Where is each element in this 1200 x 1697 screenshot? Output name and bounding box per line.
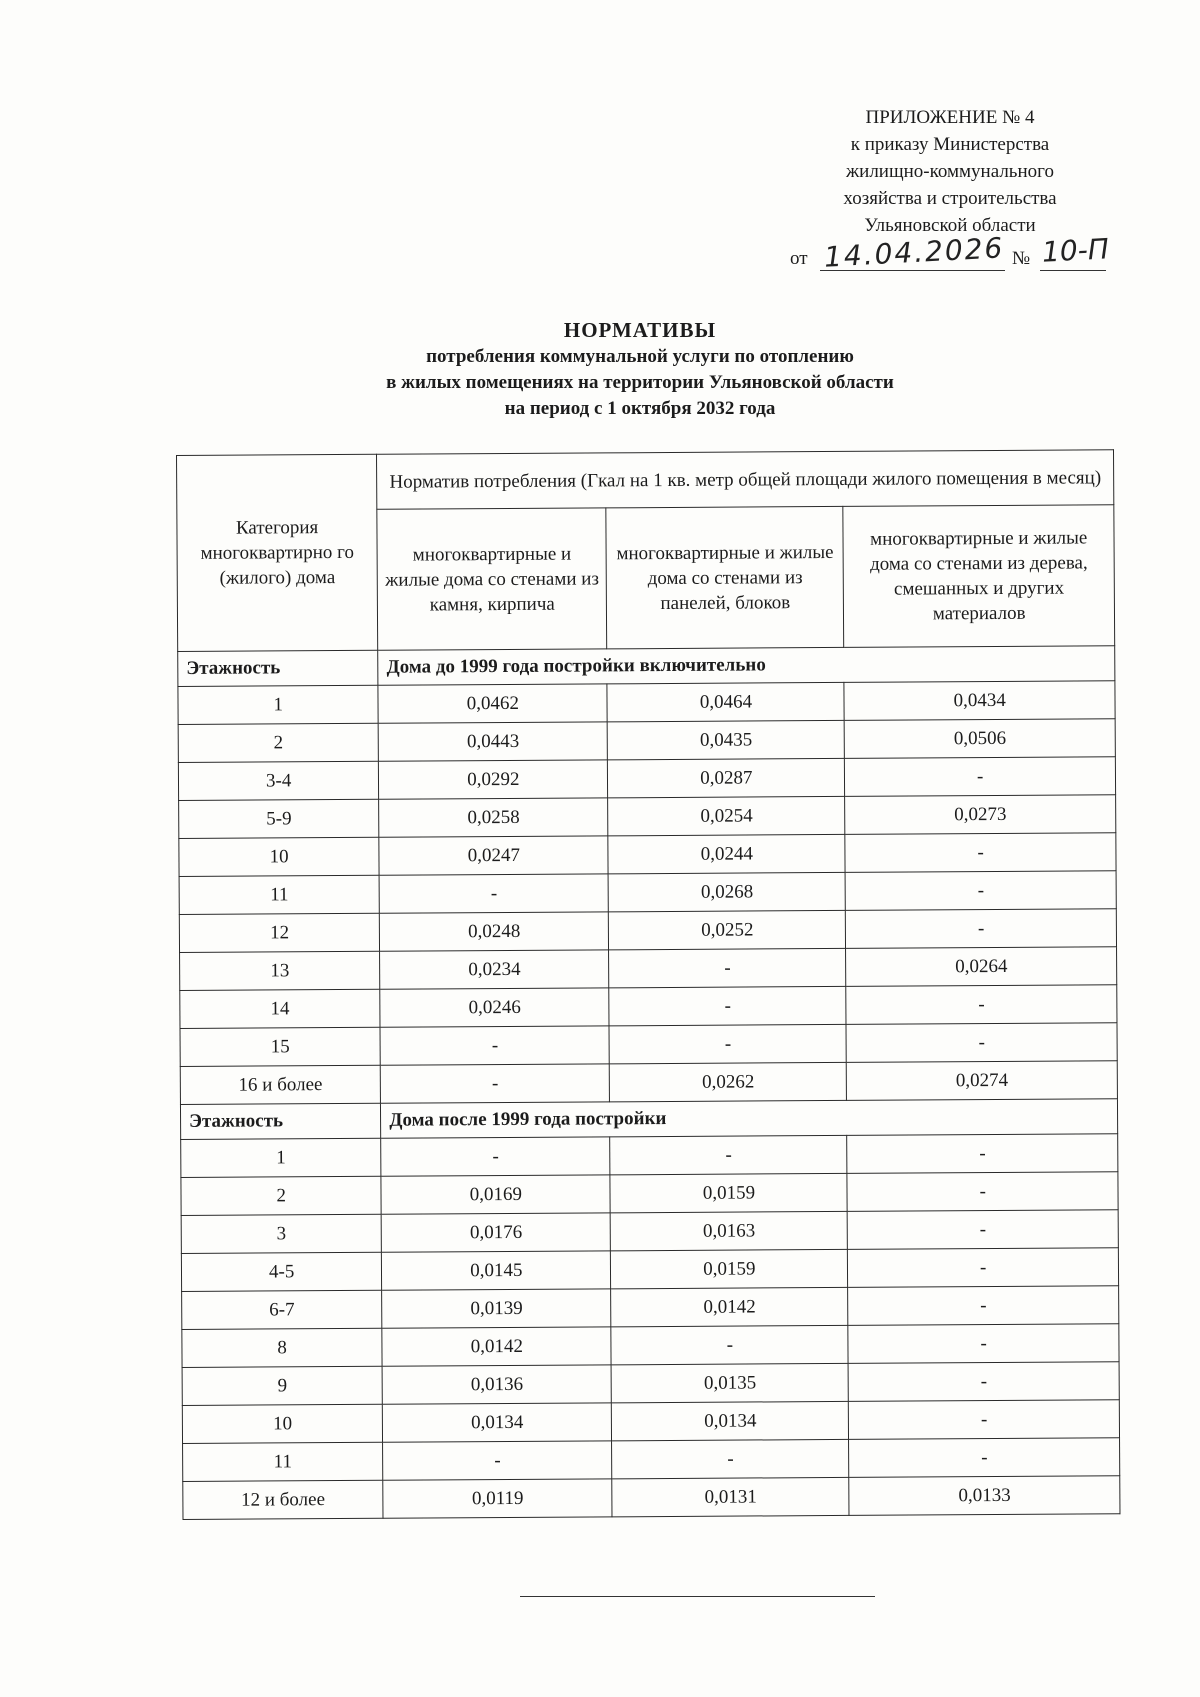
appendix-header xyxy=(800,104,1100,239)
stone-brick-value: - xyxy=(380,1026,609,1065)
floors-cell: 2 xyxy=(178,723,379,762)
table-row xyxy=(181,1134,1118,1178)
table-row xyxy=(179,909,1116,953)
stone-brick-value: 0,0462 xyxy=(378,684,607,723)
table-row xyxy=(180,985,1117,1029)
norm-header: Норматив потребления (Гкал на 1 кв. метр общей площади жилого помещения в месяц) xyxy=(377,450,1114,509)
date-prefix: от xyxy=(790,248,808,269)
floors-cell: 4-5 xyxy=(181,1252,382,1291)
wood-mixed-value: - xyxy=(847,1172,1118,1212)
wood-mixed-value: - xyxy=(845,757,1116,797)
table-row xyxy=(182,1362,1119,1406)
closing-rule xyxy=(520,1596,875,1597)
floors-cell: 11 xyxy=(183,1442,384,1481)
stone-brick-value: 0,0246 xyxy=(380,988,609,1027)
table-row xyxy=(181,1248,1118,1292)
stone-brick-value: 0,0169 xyxy=(381,1175,610,1214)
panels-blocks-value: 0,0244 xyxy=(608,834,845,873)
title-line-2: потребления коммунальной услуги по отоплению xyxy=(426,346,854,367)
table-row xyxy=(179,833,1116,877)
table-row xyxy=(183,1438,1120,1482)
wood-mixed-value: - xyxy=(849,1400,1120,1440)
floors-cell: 3 xyxy=(181,1214,382,1253)
panels-blocks-value: 0,0131 xyxy=(612,1477,849,1516)
wood-mixed-value: 0,0434 xyxy=(844,681,1115,721)
stone-brick-value: 0,0443 xyxy=(378,722,607,761)
column-header-panels-blocks: многоквартирные и жилые дома со стенами из панелей, блоков xyxy=(606,506,844,648)
wood-mixed-value: 0,0506 xyxy=(845,719,1116,759)
column-header-stone-brick: многоквартирные и жилые дома со стенами из камня, кирпича xyxy=(377,508,607,650)
panels-blocks-value: - xyxy=(609,1024,846,1063)
stone-brick-value: 0,0292 xyxy=(379,760,608,799)
panels-blocks-value: - xyxy=(610,1135,847,1174)
wood-mixed-value: - xyxy=(848,1210,1119,1250)
panels-blocks-value: 0,0262 xyxy=(610,1062,847,1101)
wood-mixed-value: 0,0133 xyxy=(849,1476,1120,1516)
panels-blocks-value: 0,0163 xyxy=(611,1211,848,1250)
stone-brick-value: 0,0142 xyxy=(382,1327,611,1366)
table-row xyxy=(182,1286,1119,1330)
table-row xyxy=(180,947,1117,991)
floors-cell: 16 и более xyxy=(180,1065,381,1104)
floors-cell: 13 xyxy=(180,951,381,990)
document-title xyxy=(170,316,1110,422)
title-line-3: в жилых помещениях на территории Ульяновской области xyxy=(386,372,894,393)
appendix-line-5: Ульяновской области xyxy=(864,215,1036,236)
wood-mixed-value: - xyxy=(845,871,1116,911)
stone-brick-value: 0,0248 xyxy=(380,912,609,951)
stone-brick-value: - xyxy=(383,1441,612,1480)
stone-brick-value: 0,0134 xyxy=(383,1403,612,1442)
table-row xyxy=(180,1061,1117,1105)
floors-cell: 10 xyxy=(182,1404,383,1443)
panels-blocks-value: 0,0287 xyxy=(608,758,845,797)
panels-blocks-value: - xyxy=(611,1325,848,1364)
panels-blocks-value: - xyxy=(609,948,846,987)
appendix-line-1: ПРИЛОЖЕНИЕ № 4 xyxy=(865,107,1035,128)
floors-cell: 15 xyxy=(180,1027,381,1066)
wood-mixed-value: - xyxy=(848,1248,1119,1288)
wood-mixed-value: - xyxy=(845,833,1116,873)
floors-cell: 12 и более xyxy=(183,1480,384,1519)
wood-mixed-value: - xyxy=(846,985,1117,1025)
appendix-line-2: к приказу Министерства xyxy=(850,134,1050,155)
appendix-line-4: хозяйства и строительства xyxy=(843,188,1057,209)
floors-cell: 5-9 xyxy=(179,799,380,838)
table-row xyxy=(180,1023,1117,1067)
title-line-4: на период с 1 октября 2032 года xyxy=(504,398,776,419)
date-underline xyxy=(820,270,1005,271)
panels-blocks-value: 0,0435 xyxy=(608,720,845,759)
table-row xyxy=(179,871,1116,915)
section-title: Дома до 1999 года постройки включительно xyxy=(378,646,1115,685)
panels-blocks-value: 0,0464 xyxy=(607,682,844,721)
handwritten-date: 14.04.2026 xyxy=(823,231,1006,274)
floors-cell: 2 xyxy=(181,1176,382,1215)
category-header: Категория многоквартирно го (жилого) дома xyxy=(177,454,378,651)
floors-cell: 10 xyxy=(179,837,380,876)
floors-cell: 12 xyxy=(179,913,380,952)
order-date-line xyxy=(790,231,1110,274)
table-row xyxy=(179,795,1116,839)
appendix-line-3: жилищно-коммунального xyxy=(846,161,1054,182)
wood-mixed-value: - xyxy=(847,1134,1118,1174)
wood-mixed-value: - xyxy=(846,909,1117,949)
section-title: Дома после 1999 года постройки xyxy=(381,1099,1118,1138)
wood-mixed-value: - xyxy=(848,1324,1119,1364)
floors-cell: 8 xyxy=(182,1328,383,1367)
stone-brick-value: 0,0176 xyxy=(381,1213,610,1252)
table-row xyxy=(182,1400,1119,1444)
wood-mixed-value: 0,0274 xyxy=(847,1061,1118,1101)
stone-brick-value: 0,0247 xyxy=(379,836,608,875)
stone-brick-value: 0,0145 xyxy=(382,1251,611,1290)
panels-blocks-value: - xyxy=(609,986,846,1025)
stone-brick-value: 0,0136 xyxy=(382,1365,611,1404)
floors-cell: 11 xyxy=(179,875,380,914)
panels-blocks-value: 0,0159 xyxy=(610,1173,847,1212)
column-header-wood-mixed: многоквартирные и жилые дома со стенами из дерева, смешанных и других материалов xyxy=(843,505,1114,648)
section-header-row xyxy=(180,1099,1117,1140)
wood-mixed-value: - xyxy=(846,1023,1117,1063)
table-row xyxy=(178,757,1115,801)
number-sign: № xyxy=(1012,248,1031,269)
section-label: Этажность xyxy=(180,1103,381,1139)
panels-blocks-value: 0,0142 xyxy=(611,1287,848,1326)
panels-blocks-value: - xyxy=(612,1439,849,1478)
panels-blocks-value: 0,0135 xyxy=(611,1363,848,1402)
number-underline xyxy=(1040,270,1106,271)
wood-mixed-value: - xyxy=(848,1362,1119,1402)
panels-blocks-value: 0,0252 xyxy=(609,910,846,949)
panels-blocks-value: 0,0159 xyxy=(611,1249,848,1288)
panels-blocks-value: 0,0268 xyxy=(608,872,845,911)
stone-brick-value: 0,0119 xyxy=(383,1479,612,1518)
table-row xyxy=(182,1324,1119,1368)
table-body xyxy=(178,646,1120,1520)
floors-cell: 14 xyxy=(180,989,381,1028)
floors-cell: 6-7 xyxy=(182,1290,383,1329)
stone-brick-value: 0,0234 xyxy=(380,950,609,989)
wood-mixed-value: 0,0273 xyxy=(845,795,1116,835)
panels-blocks-value: 0,0254 xyxy=(608,796,845,835)
table-row xyxy=(178,681,1115,725)
table-row xyxy=(181,1210,1118,1254)
table-row xyxy=(183,1476,1120,1520)
wood-mixed-value: 0,0264 xyxy=(846,947,1117,987)
table-row xyxy=(181,1172,1118,1216)
stone-brick-value: - xyxy=(381,1137,610,1176)
table-row xyxy=(178,719,1115,763)
panels-blocks-value: 0,0134 xyxy=(612,1401,849,1440)
section-label: Этажность xyxy=(178,650,379,686)
wood-mixed-value: - xyxy=(849,1438,1120,1478)
title-main: НОРМАТИВЫ xyxy=(563,318,717,342)
stone-brick-value: 0,0139 xyxy=(382,1289,611,1328)
stone-brick-value: - xyxy=(381,1064,610,1103)
stone-brick-value: 0,0258 xyxy=(379,798,608,837)
section-header-row xyxy=(178,646,1115,687)
stone-brick-value: - xyxy=(379,874,608,913)
floors-cell: 1 xyxy=(178,685,379,724)
handwritten-order-number: 10-П xyxy=(1041,232,1110,269)
wood-mixed-value: - xyxy=(848,1286,1119,1326)
norms-table xyxy=(176,449,1120,1520)
floors-cell: 9 xyxy=(182,1366,383,1405)
floors-cell: 3-4 xyxy=(178,761,379,800)
floors-cell: 1 xyxy=(181,1138,382,1177)
